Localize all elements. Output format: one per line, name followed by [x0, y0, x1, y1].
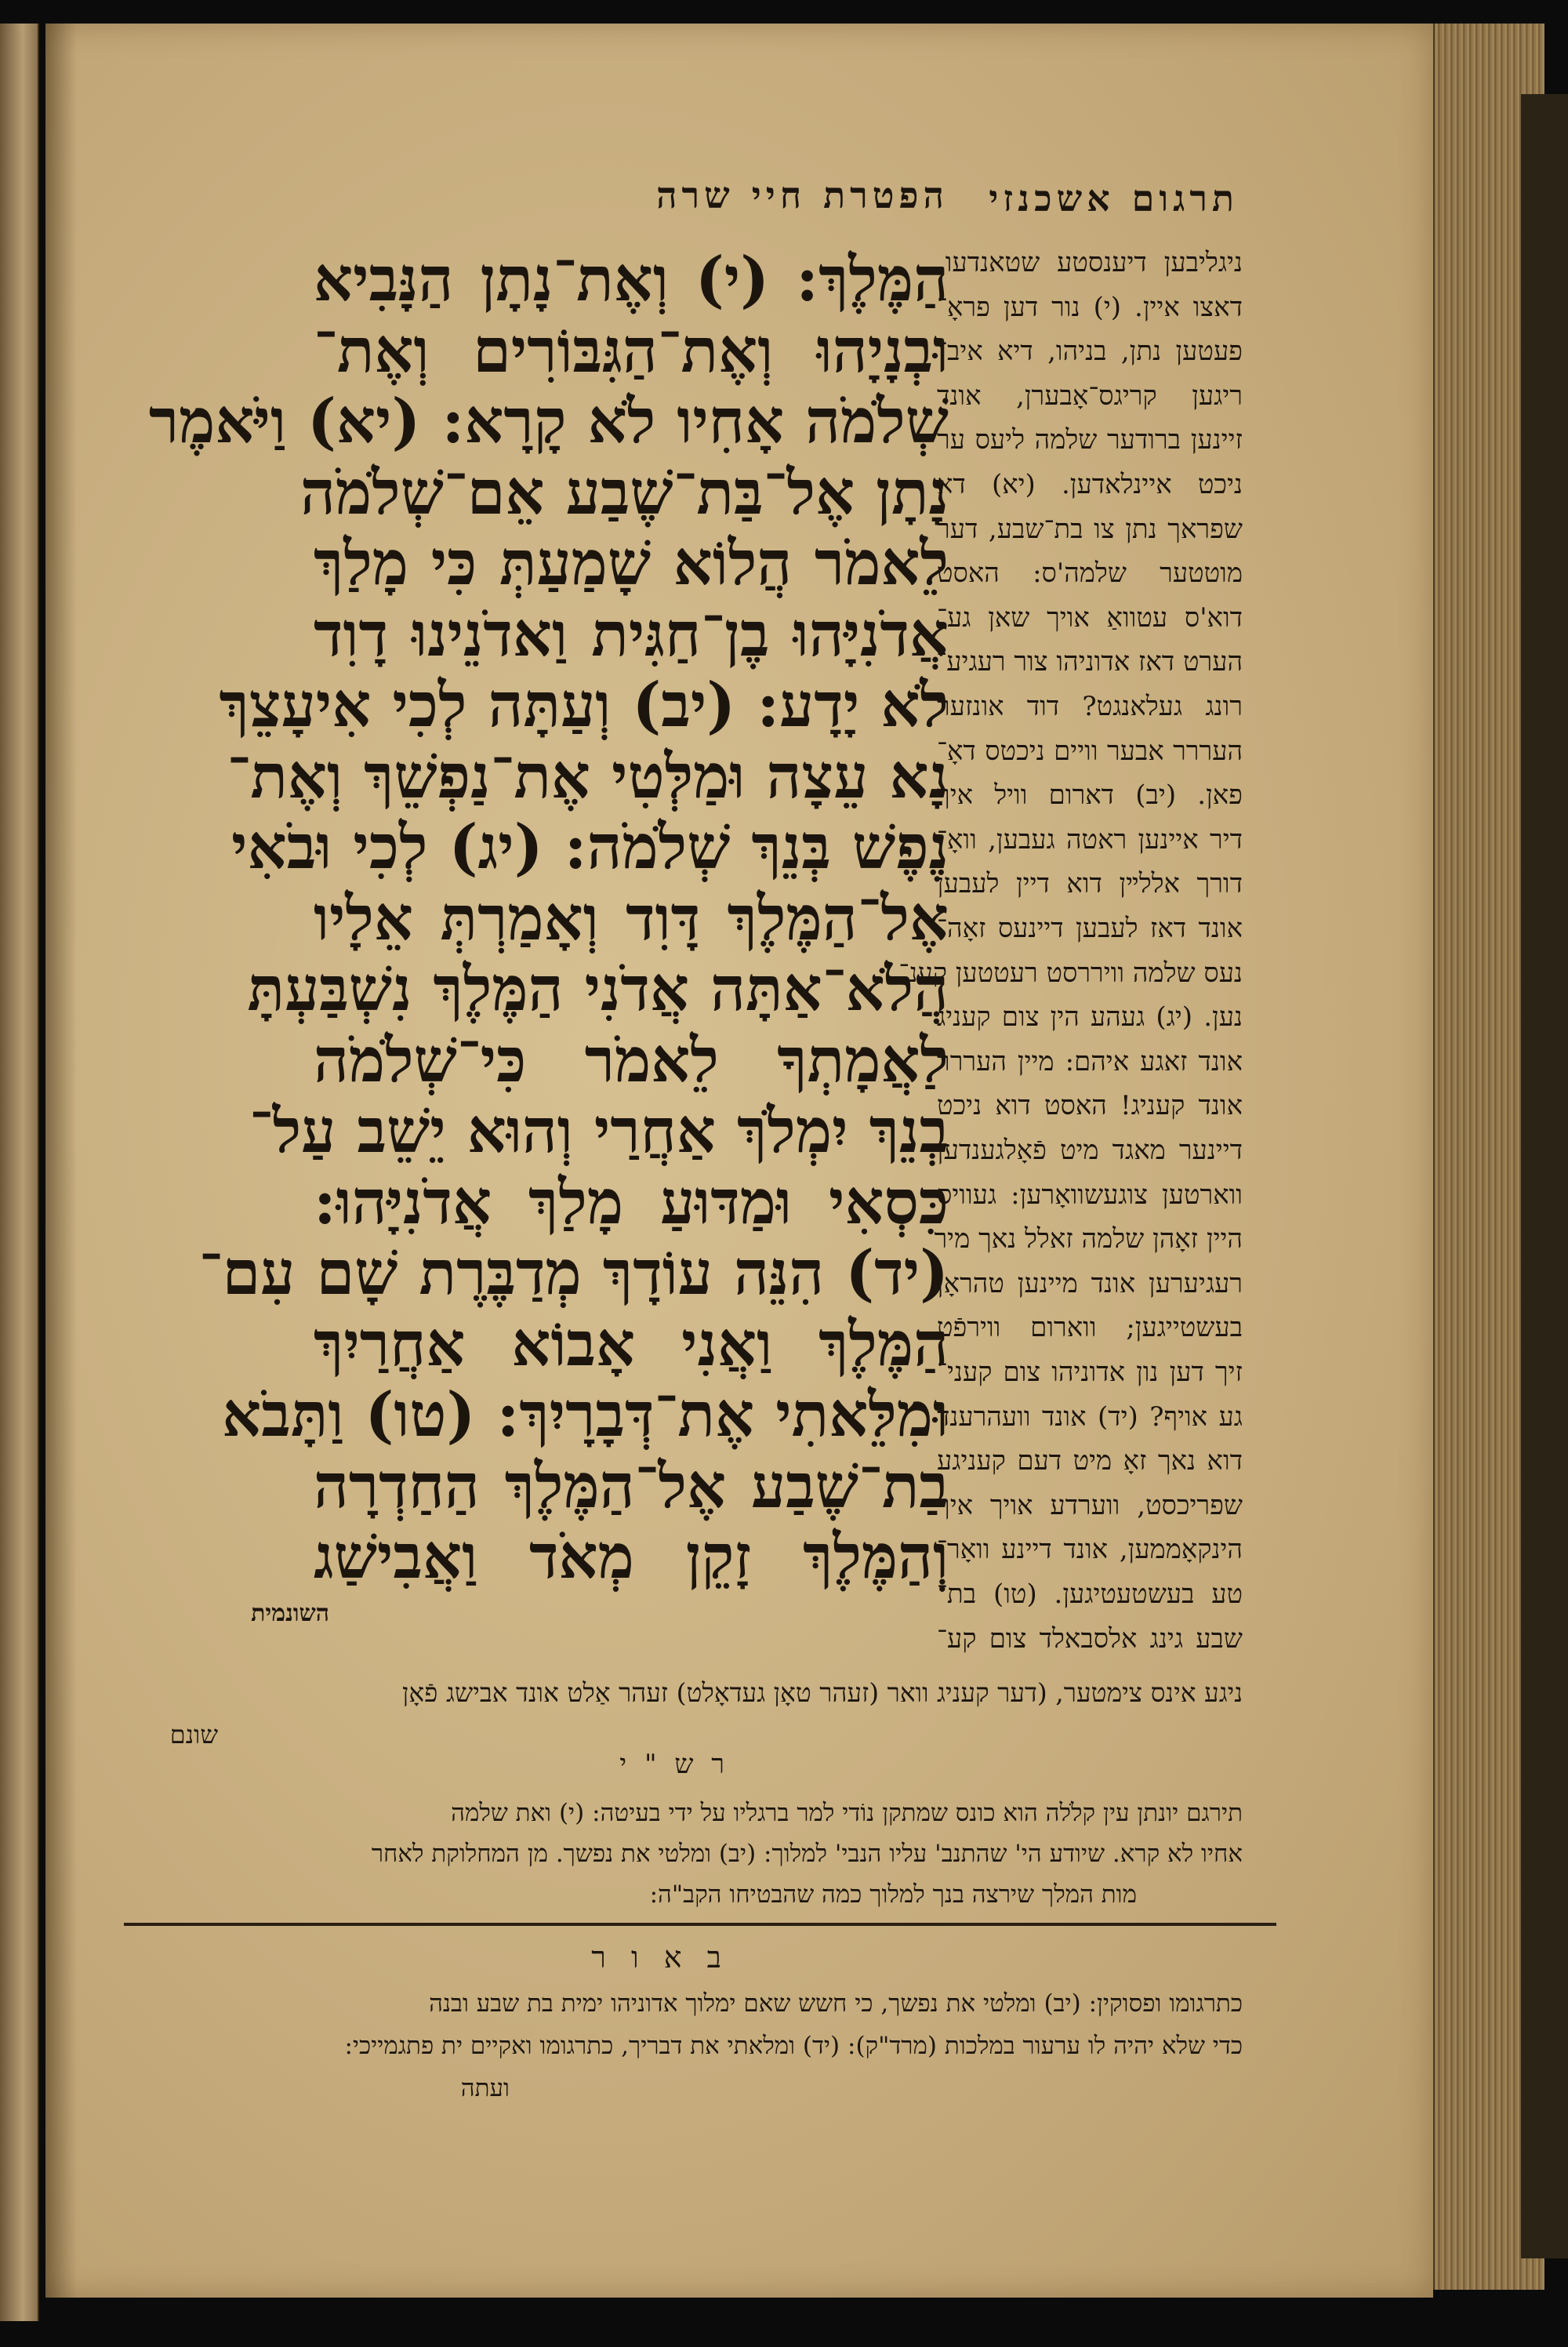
- main-text-line: (יד) הִנֵּה עוֹדָךְ מְדַבֶּרֶת שָׁם עִם־: [198, 1237, 949, 1309]
- main-text-line: הֲלֹא־אַתָּה אֲדֹנִי הַמֶּלֶךְ נִשְׁבַּעְתָּ: [247, 954, 949, 1025]
- targum-line: העררר אבער וויים ניכטס דאָ־: [937, 735, 1243, 767]
- main-text-line: אֲדֹנִיָּהוּ בֶן־חַגִּית וַאדֹנֵינוּ דָוִד: [314, 598, 949, 670]
- biur-line: כתרגומו ופסוקין: (יב) ומלטי את נפשך, כי חשש שאם ימלוך אדוניהו ימית בת שבע ובנה: [429, 1989, 1243, 2018]
- page-stack-shadow: [1521, 94, 1568, 2258]
- targum-tail: שונם: [169, 1720, 218, 1749]
- targum-line: ניגליבען דיענסטע שטאנדעו,: [937, 247, 1243, 278]
- targum-line: הינקאָממען, אונד דיינע וואָר־: [937, 1534, 1243, 1566]
- main-text-line: אֶל־הַמֶּלֶךְ דָּוִד וְאָמַרְתְּ אֵלָיו: [314, 882, 949, 954]
- section-divider: [124, 1923, 1276, 1926]
- targum-line: היין זאָהן שלמה זאלל נאך מיר: [934, 1223, 1243, 1255]
- targum-full-line: ניגע אינס צימטער, (דער קעניג וואר (זעהר טאָן געדאָלט) זעהר אַלט אונד אבישג פֿאָן: [401, 1677, 1243, 1708]
- targum-line: אונד דאז לעבען דיינעס זאָה־: [937, 913, 1243, 944]
- targum-line: מוטטער שלמה'ס: האסט: [937, 558, 1243, 590]
- haftarah-running-head: הפטרת חיי שרה: [656, 174, 949, 216]
- gutter-shadow: [45, 24, 77, 2298]
- main-text-line: לַאֲמָתְךָ לֵאמֹר כִּי־שְׁלֹמֹה: [314, 1024, 949, 1096]
- main-text-line: הַמֶּלֶךְ וַאֲנִי אָבוֹא אַחֲרַיִךְ: [314, 1308, 949, 1380]
- targum-line: פאן. (יב) דארום וויל איך: [937, 779, 1243, 812]
- main-text-line: וְהַמֶּלֶךְ זָקֵן מְאֹד וַאֲבִישַׁג: [314, 1521, 949, 1593]
- biur-heading: ב א ו ר: [591, 1940, 729, 1975]
- targum-line: דיר איינען ראטה געבען, וואָ־: [937, 823, 1243, 856]
- biur-line: ועתה: [460, 2074, 510, 2102]
- rashi-line: תירגם יונתן עין קלֹלה הוא כונס שמתקן נוֹדי למר ברגליו על ידי בעיטה: (י) ואת שלמה: [451, 1799, 1243, 1827]
- targum-line: אונד זאגע איהם: מיין העררר: [937, 1045, 1243, 1077]
- main-text-line: כִּסְאִי וּמַדּוּעַ מָלַךְ אֲדֹנִיָּהוּ:: [314, 1166, 949, 1238]
- main-text-line: לֹא יָדָע: (יב) וְעַתָּה לְכִי אִיעָצֵךְ: [219, 670, 949, 741]
- targum-line: ווארטען צוגעשוואָרען: געוויס: [937, 1179, 1243, 1211]
- main-text-line: וּמִלֵּאתִי אֶת־דְּבָרָיִךְ: (טו) וַתָּבֹא: [222, 1379, 949, 1451]
- targum-line: זיך דען נון אדוניהו צום קעני־: [937, 1357, 1243, 1388]
- targum-line: דאצו איין. (י) נור דען פראָ־: [937, 291, 1243, 323]
- main-text-line: נָא עֵצָה וּמַלְּטִי אֶת־נַפְשֵׁךְ וְאֶת־: [227, 740, 949, 812]
- rashi-heading: ר ש " י: [619, 1749, 729, 1780]
- targum-line: אונד קעניג! האסט דוא ניכט: [937, 1090, 1243, 1122]
- main-text-line: נָתָן אֶל־בַּת־שֶׁבַע אֵם־שְׁלֹמֹה: [300, 456, 949, 529]
- targum-running-head: תרגום אשכנזי: [989, 177, 1239, 220]
- main-text-line: לֵאמֹר הֲלוֹא שָׁמַעַתְּ כִּי מָלַךְ: [314, 528, 949, 599]
- main-text-line: נֶפֶשׁ בְּנֵךְ שְׁלֹמֹה: (יג) לְכִי וּבֹאִי: [231, 812, 949, 883]
- biur-line: כדי שלא יהיה לו ערעור במלכות (מרד"ק): (יד) ומלאתי את דבריך, כתרגומו ואקיים ית פתגמייכי:: [344, 2032, 1243, 2060]
- main-text-line: שְׁלֹמֹה אָחִיו לֹא קָרָא: (יא) וַיֹּאמֶר: [148, 386, 949, 457]
- targum-line: רונג געלאנגט? דוד אונזער: [937, 691, 1243, 722]
- rashi-line: אחיו לא קרא. שיודע הי' שהתנב' עליו הנבי' למלוך: (יב) ומלטי את נפשך. מן המחלוקת לאחר: [371, 1840, 1243, 1868]
- rashi-line: מות המלך שירצה בנך למלוך כמה שהבטיחו הקב"ה:: [649, 1880, 1137, 1909]
- catchword: השונמית: [251, 1600, 329, 1627]
- targum-line: שבע גינג אלסבאלד צום קע־: [937, 1622, 1243, 1655]
- targum-line: דוא נאך זאָ מיט דעם קעניגע: [937, 1445, 1243, 1477]
- targum-line: גע אויף? (יד) אונד וועהרענד: [937, 1401, 1243, 1433]
- targum-line: ניכט איינלאדען. (יא) דא: [937, 469, 1243, 500]
- targum-line: זיינען ברודער שלמה ליעס ער: [937, 424, 1243, 456]
- targum-line: הערט דאז אדוניהו צור רעגיע־: [936, 646, 1243, 678]
- targum-line: דורך אללײן דוא דיין לעבען: [937, 868, 1243, 900]
- targum-line: נעס שלמה וויררסט רעטטען קענ־: [898, 957, 1243, 989]
- targum-line: בעשטייגען; ווארום ווירפֿט: [937, 1312, 1243, 1344]
- main-text-line: בְנֵךְ יִמְלֹךְ אַחֲרַי וְהוּא יֵשֵׁב עַל־: [249, 1095, 949, 1167]
- targum-line: נען. (יג) געהע הין צום קעניג: [937, 1001, 1243, 1034]
- targum-line: רעגיערען אונד מיינען טהראָן: [937, 1267, 1243, 1299]
- main-text-line: וּבְנָיָהוּ וְאֶת־הַגִּבּוֹרִים וְאֶת־: [314, 314, 949, 387]
- targum-line: שפריכסט, ווערדע אויך איך: [937, 1489, 1243, 1521]
- targum-line: דיינער מאגד מיט פֿאָלגענדען: [937, 1135, 1243, 1166]
- main-text-line: הַמֶּלֶךְ: (י) וְאֶת־נָתָן הַנָּבִיא: [314, 244, 949, 315]
- targum-line: דוא'ס עטוואַ אויך שאן גע־: [937, 601, 1243, 634]
- left-page-edge: [0, 24, 39, 2321]
- main-text-line: בַת־שֶׁבַע אֶל־הַמֶּלֶךְ הַחַדְרָה: [314, 1450, 949, 1522]
- targum-line: טע בעשטעטיגען. (טו) בת־: [937, 1579, 1243, 1610]
- targum-line: פעטען נתן, בניהו, דיא איב־: [937, 336, 1243, 368]
- targum-line: ריגען קריגס־אָבערן, אונד: [937, 380, 1243, 412]
- targum-line: שפראך נתן צו בת־שבע, דער: [937, 513, 1243, 545]
